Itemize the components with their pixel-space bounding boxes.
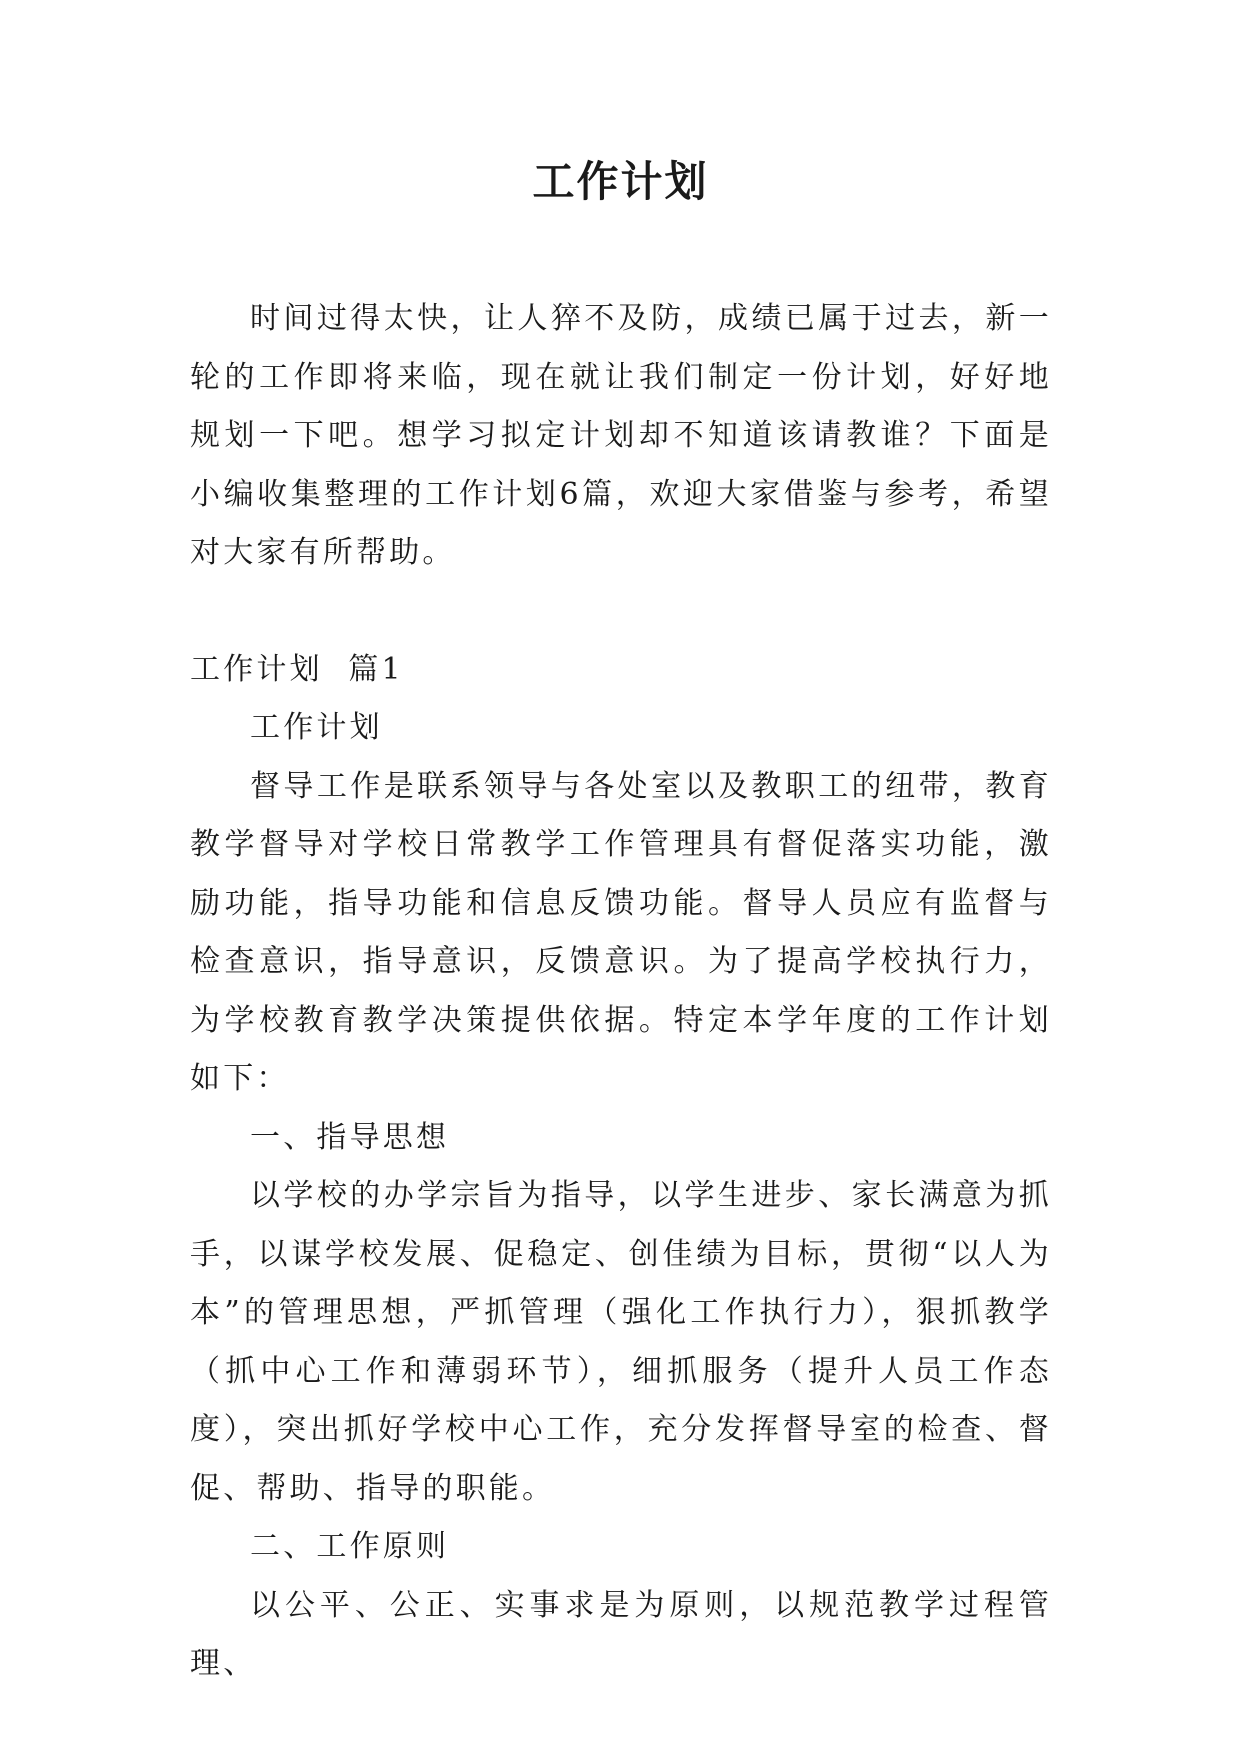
intro-paragraph: 时间过得太快，让人猝不及防，成绩已属于过去，新一轮的工作即将来临，现在就让我们制定一份计划，好好地规划一下吧。想学习拟定计划却不知道该请教谁？下面是小编收集整理的工作计划6篇，欢迎大家借鉴与参考，希望对大家有所帮助。 [190, 301, 1052, 570]
section-heading: 工作计划 篇1 [190, 651, 404, 687]
paragraph-supervision: 督导工作是联系领导与各处室以及教职工的纽带，教育教学督导对学校日常教学工作管理具有督促落实功能，激励功能，指导功能和信息反馈功能。督导人员应有监督与检查意识，指导意识，反馈意识。为了提高学校执行力，为学校教育教学决策提供依据。特定本学年度的工作计划如下： [190, 768, 1052, 1096]
heading-guiding-ideology: 一、指导思想 [250, 1119, 450, 1155]
paragraph-work-principles: 以公平、公正、实事求是为原则，以规范教学过程管理、 [190, 1587, 1052, 1681]
document-title: 工作计划 [532, 157, 709, 206]
document-body [190, 290, 1052, 1694]
heading-work-principles: 二、工作原则 [250, 1529, 450, 1564]
paragraph-guiding-ideology: 以学校的办学宗旨为指导，以学生进步、家长满意为抓手，以谋学校发展、促稳定、创佳绩为目标，贯彻“以人为本”的管理思想，严抓管理（强化工作执行力），狠抓教学（抓中心工作和薄弱环节），细抓服务（提升人员工作态度），突出抓好学校中心工作，充分发挥督导室的检查、督促、帮助、指导的职能。 [190, 1178, 1052, 1506]
sub-title: 工作计划 [250, 710, 383, 745]
spacer [190, 583, 1052, 641]
